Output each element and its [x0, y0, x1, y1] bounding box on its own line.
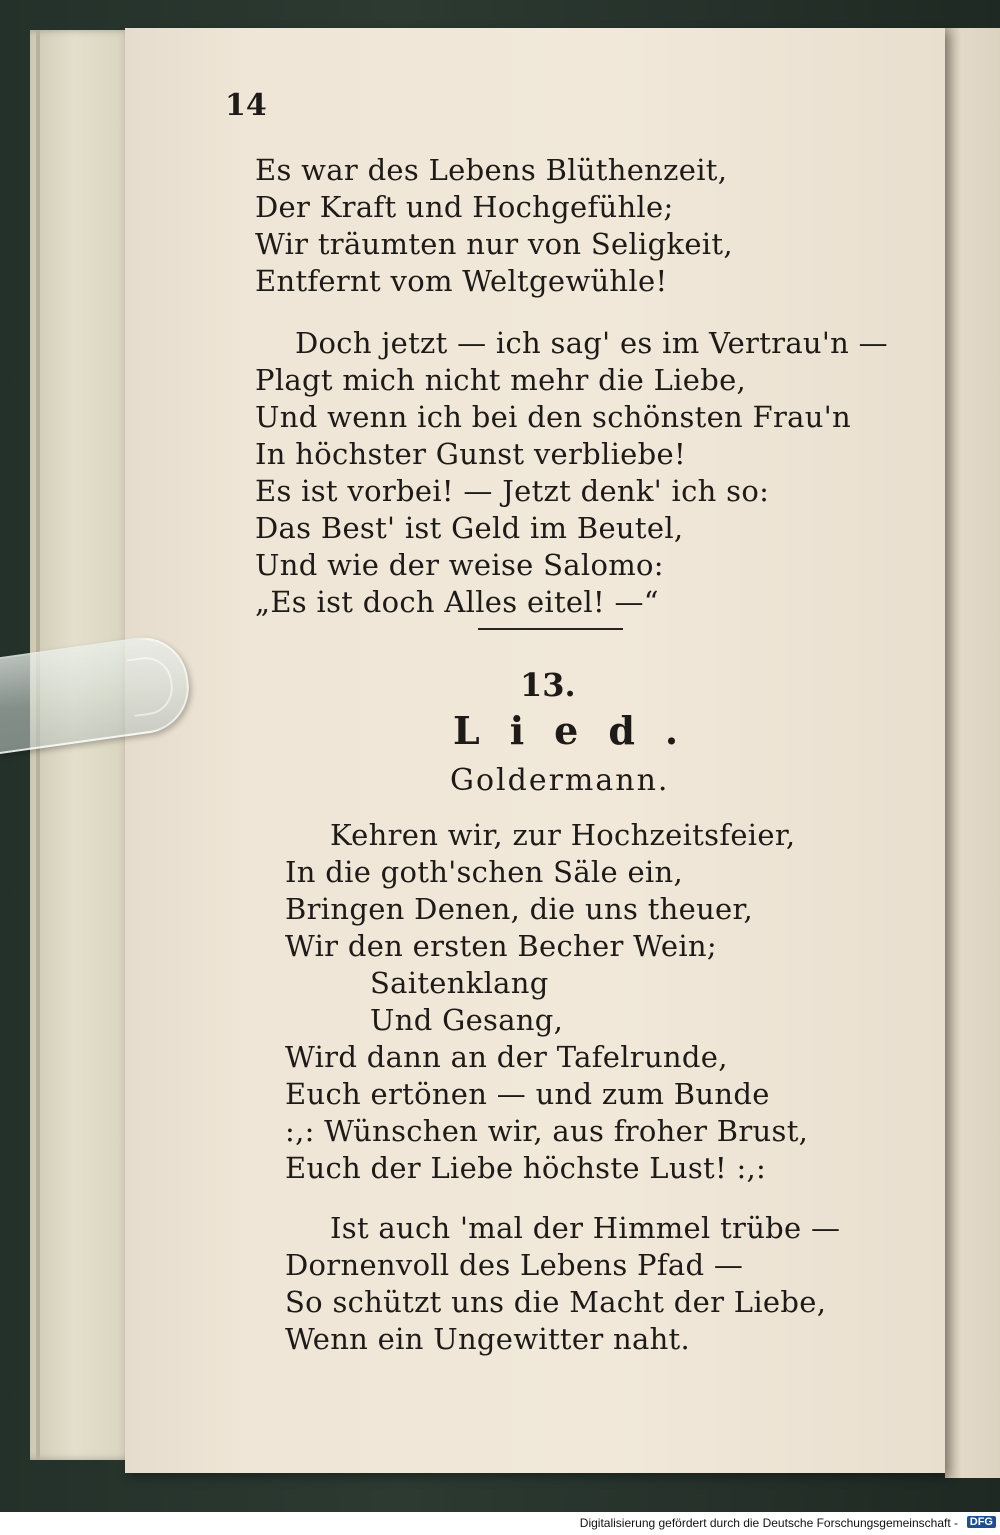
- song-author: Goldermann.: [450, 763, 670, 798]
- verse-line: Es ist vorbei! — Jetzt denk' ich so:: [255, 474, 770, 508]
- verse-line: So schützt uns die Macht der Liebe,: [285, 1285, 827, 1319]
- page-number: 14: [225, 88, 267, 123]
- verse-line: Ist auch 'mal der Himmel trübe —: [330, 1211, 841, 1245]
- verse-line: Dornenvoll des Lebens Pfad —: [285, 1248, 744, 1282]
- verse-line: Und wenn ich bei den schönsten Frau'n: [255, 400, 851, 434]
- verse-line: Wir träumten nur von Seligkeit,: [255, 227, 733, 261]
- verse-line: :,: Wünschen wir, aus froher Brust,: [285, 1114, 809, 1148]
- verse-line: Euch der Liebe höchste Lust! :,:: [285, 1151, 767, 1185]
- verse-line: Es war des Lebens Blüthenzeit,: [255, 153, 728, 187]
- verse-line: Das Best' ist Geld im Beutel,: [255, 511, 684, 545]
- verse-line: Saitenklang: [370, 966, 549, 1000]
- verse-line: Bringen Denen, die uns theuer,: [285, 892, 754, 926]
- verse-line: Und wie der weise Salomo:: [255, 548, 664, 582]
- verse-line: In die goth'schen Säle ein,: [285, 855, 683, 889]
- verse-line: Kehren wir, zur Hochzeitsfeier,: [330, 818, 796, 852]
- page-text: [125, 28, 945, 1473]
- verse-line: Wenn ein Ungewitter naht.: [285, 1322, 691, 1356]
- section-divider: [478, 628, 623, 630]
- footer-bar: [0, 1512, 1000, 1535]
- verse-line: „Es ist doch Alles eitel! —“: [255, 585, 659, 619]
- verse-line: Plagt mich nicht mehr die Liebe,: [255, 363, 747, 397]
- verse-line: Wird dann an der Tafelrunde,: [285, 1040, 728, 1074]
- verse-line: Euch ertönen — und zum Bunde: [285, 1077, 770, 1111]
- verse-line: Doch jetzt — ich sag' es im Vertrau'n —: [295, 326, 888, 360]
- verse-line: Der Kraft und Hochgefühle;: [255, 190, 674, 224]
- verse-line: In höchster Gunst verbliebe!: [255, 437, 686, 471]
- book-page: [125, 28, 945, 1473]
- verse-line: Entfernt vom Weltgewühle!: [255, 264, 668, 298]
- song-title: Lied.: [453, 708, 709, 753]
- verse-line: Und Gesang,: [370, 1003, 564, 1037]
- clip-loop: [127, 654, 177, 717]
- funding-credit: Digitalisierung gefördert durch die Deutsche Forschungsgemeinschaft -: [579, 1516, 958, 1530]
- verse-line: Wir den ersten Becher Wein;: [285, 929, 717, 963]
- song-number: 13.: [520, 666, 576, 704]
- dfg-logo: DFG: [967, 1516, 996, 1528]
- next-page-edge: [945, 28, 1000, 1478]
